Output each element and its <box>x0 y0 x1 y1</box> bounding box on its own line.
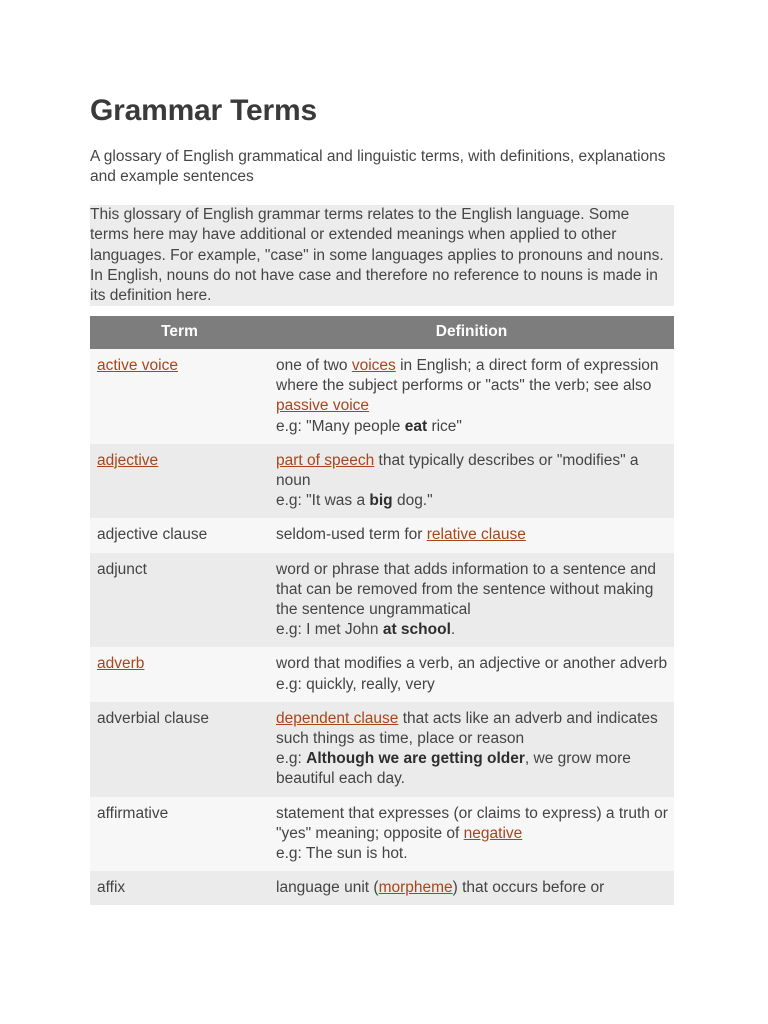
definition-text: ) that occurs before or <box>452 879 605 897</box>
example-emphasis: Although we are getting older <box>306 750 525 768</box>
definition-text-block <box>276 878 668 898</box>
definition-text: statement that expresses (or claims to express) a truth or "yes" meaning; opposite of <box>276 804 668 842</box>
term-cell <box>90 871 269 905</box>
term-text: affirmative <box>97 804 169 822</box>
intro-paragraph: This glossary of English grammar terms relates to the English language. Some terms here may have additional or extended meanings when applied to other languages. For example, "case" in some languages applies to pronouns and nouns. In English, nouns do not have case and therefore no reference to nouns is made in its definition here. <box>90 205 674 306</box>
table-row <box>90 797 674 872</box>
definition-cell <box>269 647 674 701</box>
term-cell <box>90 702 269 797</box>
definition-link[interactable]: negative <box>463 824 523 842</box>
page-subtitle: A glossary of English grammatical and linguistic terms, with definitions, explanations and example sentences <box>90 148 666 185</box>
example-text: e.g: quickly, really, very <box>276 675 435 693</box>
definition-text: seldom-used term for <box>276 526 427 544</box>
example-emphasis: eat <box>404 417 428 435</box>
definition-cell <box>269 553 674 648</box>
example-text: e.g: "Many people <box>276 417 405 435</box>
definition-text: that acts like an adverb and indicates such things as time, place or reason <box>276 709 658 748</box>
term-cell <box>90 647 269 701</box>
term-cell <box>90 444 269 519</box>
term-cell <box>90 518 269 552</box>
term-cell <box>90 553 269 648</box>
definition-text-block <box>276 804 668 844</box>
column-header-definition: Definition <box>269 316 674 349</box>
definition-link[interactable]: part of speech <box>276 451 375 469</box>
example-text: . <box>450 621 456 639</box>
example-text: rice" <box>427 417 462 435</box>
definition-text-block <box>276 654 668 674</box>
definition-cell <box>269 797 674 872</box>
definition-cell <box>269 444 674 519</box>
glossary-table <box>90 316 674 905</box>
table-row <box>90 871 674 905</box>
definition-link[interactable]: passive voice <box>276 397 370 415</box>
example-emphasis: at school <box>382 621 451 639</box>
example-text: e.g: "It was a <box>276 492 370 510</box>
term-link[interactable]: active voice <box>97 357 178 374</box>
table-row <box>90 553 674 648</box>
term-text: affix <box>97 879 126 897</box>
definition-link[interactable]: relative clause <box>426 526 526 544</box>
definition-text: word or phrase that adds information to a sentence and that can be removed from the sentence without making the sentence ungrammatical <box>276 560 656 619</box>
glossary-body <box>90 349 674 905</box>
page-title: Grammar Terms <box>90 94 317 127</box>
term-link[interactable]: adverb <box>97 655 145 673</box>
example-line <box>276 675 668 695</box>
term-text: adjunct <box>97 560 147 578</box>
table-row <box>90 647 674 701</box>
definition-text-block <box>276 709 668 749</box>
definition-cell <box>269 702 674 797</box>
example-line <box>276 491 668 511</box>
definition-text-block <box>276 525 668 545</box>
definition-cell <box>269 349 674 444</box>
definition-text: that typically describes or "modifies" a noun <box>276 451 639 490</box>
example-text: , we grow more beautiful each day. <box>276 750 631 788</box>
term-text: adverbial clause <box>97 709 210 727</box>
table-row <box>90 702 674 797</box>
example-text: e.g: I met John <box>276 621 383 639</box>
example-line <box>276 749 668 789</box>
definition-link[interactable]: voices <box>351 357 396 374</box>
definition-cell <box>269 871 674 905</box>
term-link[interactable]: adjective <box>97 451 159 469</box>
table-header-row <box>90 316 674 349</box>
table-row <box>90 518 674 552</box>
term-cell <box>90 349 269 444</box>
example-line <box>276 417 668 437</box>
definition-text-block <box>276 451 668 491</box>
definition-cell <box>269 518 674 552</box>
table-row <box>90 349 674 444</box>
definition-text: one of two <box>276 357 352 374</box>
column-header-term: Term <box>90 316 269 349</box>
definition-text-block <box>276 356 668 417</box>
definition-text: word that modifies a verb, an adjective or another adverb <box>276 655 668 673</box>
example-emphasis: big <box>369 492 393 510</box>
example-text: e.g: The sun is hot. <box>276 845 408 863</box>
example-text: dog." <box>392 492 433 510</box>
example-line <box>276 620 668 640</box>
term-text: adjective clause <box>97 526 208 544</box>
term-cell <box>90 797 269 872</box>
example-line <box>276 844 668 864</box>
definition-text: language unit ( <box>276 879 379 897</box>
definition-text: in English; a direct form of expression where the subject performs or "acts" the verb; see also <box>276 357 659 395</box>
example-text: e.g: <box>276 750 307 768</box>
definition-link[interactable]: dependent clause <box>276 709 399 727</box>
definition-link[interactable]: morpheme <box>378 879 453 897</box>
table-row <box>90 444 674 519</box>
definition-text-block <box>276 560 668 621</box>
